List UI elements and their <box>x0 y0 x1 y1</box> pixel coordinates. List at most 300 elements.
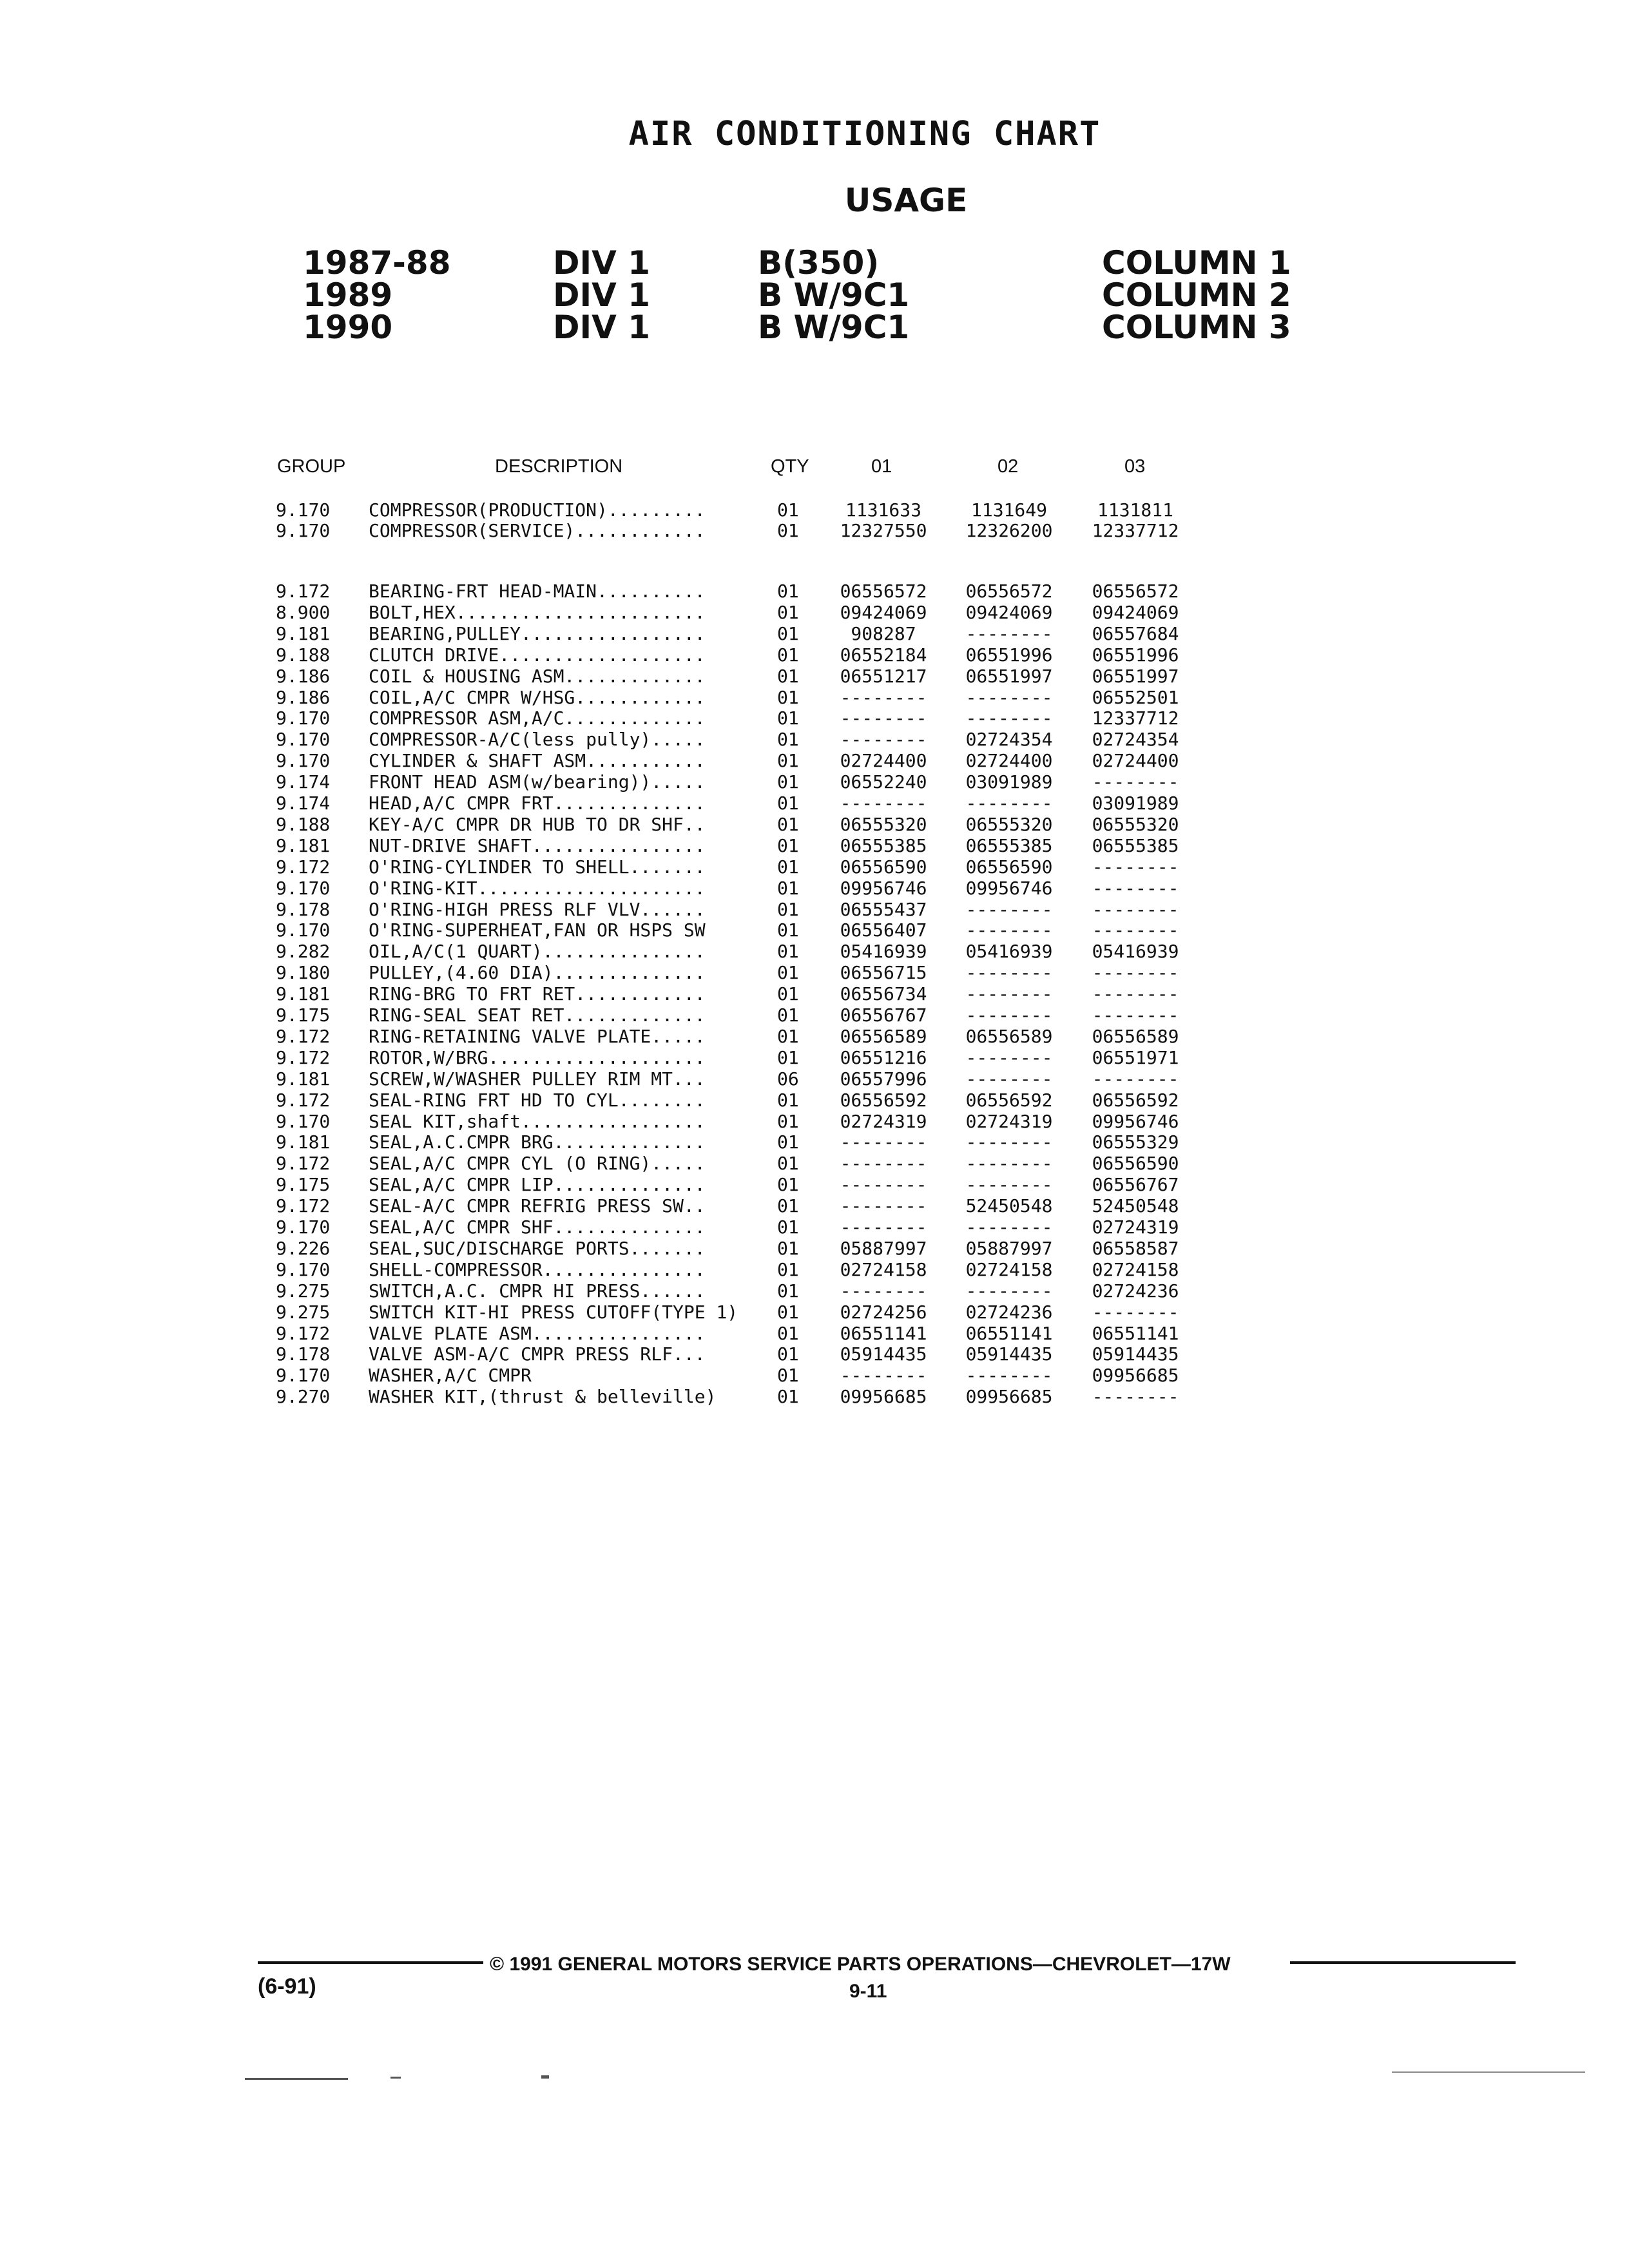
cell-group: 9.174 <box>276 793 331 814</box>
table-row <box>0 1281 1629 1302</box>
cell-column-3: 02724319 <box>1092 1216 1179 1238</box>
table-row <box>0 1005 1629 1026</box>
cell-column-1: 06557996 <box>840 1068 927 1090</box>
cell-column-3: 06555385 <box>1092 835 1179 856</box>
cell-qty: 01 <box>777 499 799 521</box>
cell-description: HEAD,A/C CMPR FRT.............. <box>369 793 706 814</box>
cell-description: FRONT HEAD ASM(w/bearing))..... <box>369 772 706 793</box>
cell-qty: 01 <box>777 1131 799 1153</box>
cell-group: 9.172 <box>276 1323 331 1344</box>
cell-column-3: 52450548 <box>1092 1195 1179 1216</box>
cell-column-2: 06556589 <box>965 1026 1053 1047</box>
cell-group: 9.175 <box>276 1004 331 1026</box>
cell-group: 9.172 <box>276 1090 331 1111</box>
cell-group: 9.186 <box>276 666 331 687</box>
cell-group: 9.181 <box>276 1131 331 1153</box>
cell-group: 9.172 <box>276 1026 331 1047</box>
cell-column-2: 52450548 <box>965 1195 1053 1216</box>
table-row <box>0 1344 1629 1365</box>
usage-model: B(350) <box>758 244 880 282</box>
cell-qty: 01 <box>777 771 799 793</box>
cell-description: CLUTCH DRIVE................... <box>369 645 706 666</box>
cell-column-1: 02724256 <box>840 1302 927 1323</box>
table-row <box>0 836 1629 856</box>
cell-qty: 01 <box>777 814 799 835</box>
cell-qty: 01 <box>777 983 799 1004</box>
table-row <box>0 1302 1629 1323</box>
table-row <box>0 1175 1629 1195</box>
cell-column-2: -------- <box>965 687 1053 708</box>
cell-group: 9.178 <box>276 899 331 920</box>
cell-column-1: 12327550 <box>840 520 927 541</box>
cell-column-1: 05887997 <box>840 1238 927 1259</box>
cell-column-3: 06551997 <box>1092 666 1179 687</box>
page-subtitle <box>0 182 1629 219</box>
cell-column-3: 06555320 <box>1092 814 1179 835</box>
cell-description: CYLINDER & SHAFT ASM........... <box>369 751 706 771</box>
cell-column-1: 06555320 <box>840 814 927 835</box>
cell-qty: 01 <box>777 1153 799 1174</box>
cell-group: 9.170 <box>276 707 331 729</box>
cell-group: 8.900 <box>276 602 331 623</box>
table-row <box>0 1260 1629 1280</box>
cell-column-3: 06551971 <box>1092 1047 1179 1068</box>
cell-column-3: 12337712 <box>1092 707 1179 729</box>
table-row <box>0 1153 1629 1174</box>
cell-description: SEAL-A/C CMPR REFRIG PRESS SW.. <box>369 1196 706 1216</box>
table-row <box>0 1026 1629 1047</box>
cell-column-2: 06556572 <box>965 581 1053 602</box>
cell-column-2: -------- <box>965 1068 1053 1090</box>
cell-column-3: -------- <box>1092 1302 1179 1323</box>
cell-description: SHELL-COMPRESSOR............... <box>369 1260 706 1280</box>
table-row <box>0 521 1629 541</box>
cell-column-1: 05914435 <box>840 1343 927 1365</box>
cell-group: 9.170 <box>276 750 331 771</box>
table-row <box>0 500 1629 521</box>
cell-group: 9.172 <box>276 581 331 602</box>
cell-column-2: 06551996 <box>965 644 1053 666</box>
cell-column-1: -------- <box>840 687 927 708</box>
cell-description: SEAL,SUC/DISCHARGE PORTS....... <box>369 1238 706 1259</box>
table-row <box>0 645 1629 666</box>
cell-column-2: 02724354 <box>965 729 1053 750</box>
table-row <box>0 1238 1629 1259</box>
cell-column-3: 06551141 <box>1092 1323 1179 1344</box>
cell-qty: 01 <box>777 793 799 814</box>
cell-column-2: -------- <box>965 1365 1053 1386</box>
cell-column-1: 02724319 <box>840 1111 927 1132</box>
scan-artifact <box>390 2077 401 2079</box>
cell-column-3: 02724354 <box>1092 729 1179 750</box>
table-row <box>0 687 1629 708</box>
cell-group: 9.170 <box>276 1216 331 1238</box>
cell-description: SCREW,W/WASHER PULLEY RIM MT... <box>369 1069 706 1090</box>
cell-column-3: 06556590 <box>1092 1153 1179 1174</box>
cell-qty: 01 <box>777 1343 799 1365</box>
usage-years: 1990 <box>303 309 393 346</box>
cell-group: 9.170 <box>276 919 331 941</box>
cell-group: 9.170 <box>276 1365 331 1386</box>
cell-description: RING-BRG TO FRT RET............ <box>369 984 706 1004</box>
cell-column-2: -------- <box>965 1153 1053 1174</box>
cell-column-1: 06552240 <box>840 771 927 793</box>
page-title <box>0 115 1629 153</box>
cell-column-1: -------- <box>840 1174 927 1195</box>
cell-column-2: 06556592 <box>965 1090 1053 1111</box>
table-row <box>0 1217 1629 1238</box>
cell-column-2: 02724158 <box>965 1259 1053 1280</box>
usage-row <box>303 309 1321 346</box>
table-row <box>0 772 1629 793</box>
cell-column-2: -------- <box>965 1174 1053 1195</box>
cell-description: SWITCH KIT-HI PRESS CUTOFF(TYPE 1) <box>369 1302 738 1323</box>
cell-group: 9.178 <box>276 1343 331 1365</box>
cell-column-3: 06552501 <box>1092 687 1179 708</box>
table-row <box>0 814 1629 835</box>
cell-group: 9.226 <box>276 1238 331 1259</box>
cell-description: SEAL,A/C CMPR LIP.............. <box>369 1175 706 1195</box>
header-group: GROUP <box>277 456 346 477</box>
cell-column-2: 06555385 <box>965 835 1053 856</box>
table-row <box>0 941 1629 962</box>
header-column-3: 03 <box>1124 456 1146 477</box>
cell-description: PULLEY,(4.60 DIA).............. <box>369 963 706 983</box>
table-row <box>0 581 1629 602</box>
cell-column-2: 05416939 <box>965 941 1053 962</box>
cell-description: ROTOR,W/BRG.................... <box>369 1048 706 1068</box>
cell-qty: 01 <box>777 919 799 941</box>
cell-description: COMPRESSOR ASM,A/C............. <box>369 708 706 729</box>
cell-group: 9.170 <box>276 499 331 521</box>
scan-artifact <box>1392 2071 1585 2073</box>
cell-column-3: 09424069 <box>1092 602 1179 623</box>
cell-qty: 01 <box>777 1238 799 1259</box>
cell-group: 9.181 <box>276 1068 331 1090</box>
table-row <box>0 1132 1629 1153</box>
cell-column-3: 06557684 <box>1092 623 1179 644</box>
usage-row <box>303 244 1321 282</box>
usage-table <box>303 244 1321 346</box>
scan-artifact <box>541 2075 549 2079</box>
cell-column-3: -------- <box>1092 1068 1179 1090</box>
cell-column-1: 09956746 <box>840 878 927 899</box>
cell-qty: 01 <box>777 1323 799 1344</box>
cell-qty: 01 <box>777 729 799 750</box>
header-description: DESCRIPTION <box>495 456 623 477</box>
cell-description: O'RING-CYLINDER TO SHELL....... <box>369 857 706 878</box>
cell-column-1: 908287 <box>851 623 916 644</box>
table-row <box>0 624 1629 644</box>
cell-column-1: 02724158 <box>840 1259 927 1280</box>
cell-qty: 01 <box>777 644 799 666</box>
table-row <box>0 1048 1629 1068</box>
cell-qty: 01 <box>777 1365 799 1386</box>
cell-column-3: 09956685 <box>1092 1365 1179 1386</box>
cell-column-2: 09956746 <box>965 878 1053 899</box>
cell-column-3: 06551996 <box>1092 644 1179 666</box>
cell-description: COMPRESSOR(PRODUCTION)......... <box>369 500 706 521</box>
cell-description: SEAL,A/C CMPR CYL (O RING)..... <box>369 1153 706 1174</box>
cell-description: RING-SEAL SEAT RET............. <box>369 1005 706 1026</box>
cell-qty: 01 <box>777 687 799 708</box>
cell-column-1: -------- <box>840 1365 927 1386</box>
cell-qty: 01 <box>777 750 799 771</box>
cell-description: SEAL,A.C.CMPR BRG.............. <box>369 1132 706 1153</box>
cell-column-2: 06556590 <box>965 856 1053 878</box>
table-row <box>0 857 1629 878</box>
cell-description: OIL,A/C(1 QUART)............... <box>369 941 706 962</box>
cell-group: 9.181 <box>276 835 331 856</box>
table-row <box>0 602 1629 623</box>
cell-group: 9.275 <box>276 1280 331 1302</box>
cell-column-1: -------- <box>840 793 927 814</box>
cell-group: 9.275 <box>276 1302 331 1323</box>
page-subtitle-text: USAGE <box>844 182 968 219</box>
cell-column-2: -------- <box>965 1131 1053 1153</box>
cell-column-1: 06551217 <box>840 666 927 687</box>
cell-column-3: 06556589 <box>1092 1026 1179 1047</box>
usage-years: 1989 <box>303 276 393 314</box>
table-row <box>0 1111 1629 1132</box>
cell-qty: 01 <box>777 1047 799 1068</box>
cell-qty: 01 <box>777 1280 799 1302</box>
scan-artifact <box>245 2078 348 2080</box>
cell-column-2: -------- <box>965 623 1053 644</box>
page-title-text: AIR CONDITIONING CHART <box>628 115 1101 153</box>
cell-qty: 01 <box>777 1111 799 1132</box>
header-column-2: 02 <box>998 456 1019 477</box>
cell-column-1: -------- <box>840 1153 927 1174</box>
cell-column-3: 05416939 <box>1092 941 1179 962</box>
cell-qty: 01 <box>777 1386 799 1407</box>
cell-description: RING-RETAINING VALVE PLATE..... <box>369 1026 706 1047</box>
cell-column-3: 06556767 <box>1092 1174 1179 1195</box>
cell-column-3: -------- <box>1092 983 1179 1004</box>
cell-column-2: -------- <box>965 707 1053 729</box>
cell-qty: 01 <box>777 666 799 687</box>
cell-group: 9.186 <box>276 687 331 708</box>
table-row <box>0 984 1629 1004</box>
cell-column-2: 05887997 <box>965 1238 1053 1259</box>
cell-description: BOLT,HEX....................... <box>369 602 706 623</box>
table-row <box>0 920 1629 941</box>
cell-column-2: 02724400 <box>965 750 1053 771</box>
cell-column-3: 1131811 <box>1097 499 1173 521</box>
cell-column-2: 06551141 <box>965 1323 1053 1344</box>
cell-column-1: 06555437 <box>840 899 927 920</box>
usage-row <box>303 276 1321 314</box>
usage-column: COLUMN 3 <box>1102 309 1291 346</box>
footer-rule-left <box>258 1961 483 1964</box>
cell-column-2: -------- <box>965 983 1053 1004</box>
cell-qty: 01 <box>777 1259 799 1280</box>
cell-column-1: -------- <box>840 729 927 750</box>
table-row <box>0 878 1629 899</box>
cell-column-2: 09424069 <box>965 602 1053 623</box>
cell-column-2: 02724236 <box>965 1302 1053 1323</box>
cell-group: 9.170 <box>276 729 331 750</box>
cell-column-3: -------- <box>1092 962 1179 983</box>
cell-group: 9.175 <box>276 1174 331 1195</box>
cell-column-3: 06556592 <box>1092 1090 1179 1111</box>
usage-column: COLUMN 2 <box>1102 276 1291 314</box>
cell-column-3: 06556572 <box>1092 581 1179 602</box>
cell-qty: 01 <box>777 1216 799 1238</box>
cell-qty: 01 <box>777 1090 799 1111</box>
table-row <box>0 963 1629 983</box>
footer-page-number: 9-11 <box>849 1981 887 2002</box>
cell-column-1: 06556572 <box>840 581 927 602</box>
cell-group: 9.188 <box>276 814 331 835</box>
cell-qty: 01 <box>777 1026 799 1047</box>
cell-group: 9.180 <box>276 962 331 983</box>
cell-group: 9.172 <box>276 856 331 878</box>
cell-column-3: -------- <box>1092 899 1179 920</box>
cell-column-3: -------- <box>1092 1386 1179 1407</box>
cell-group: 9.170 <box>276 520 331 541</box>
cell-column-1: 02724400 <box>840 750 927 771</box>
footer-copyright: © 1991 GENERAL MOTORS SERVICE PARTS OPERATIONS—CHEVROLET—17W <box>490 1954 1231 1975</box>
cell-group: 9.170 <box>276 1111 331 1132</box>
cell-column-2: -------- <box>965 1047 1053 1068</box>
cell-column-1: 06556590 <box>840 856 927 878</box>
cell-column-1: 05416939 <box>840 941 927 962</box>
cell-column-3: 09956746 <box>1092 1111 1179 1132</box>
cell-group: 9.188 <box>276 644 331 666</box>
cell-group: 9.172 <box>276 1195 331 1216</box>
cell-column-1: 06556589 <box>840 1026 927 1047</box>
cell-column-3: 05914435 <box>1092 1343 1179 1365</box>
usage-years: 1987-88 <box>303 244 451 282</box>
cell-description: COIL & HOUSING ASM............. <box>369 666 706 687</box>
cell-column-3: 03091989 <box>1092 793 1179 814</box>
cell-qty: 01 <box>777 602 799 623</box>
cell-column-2: -------- <box>965 899 1053 920</box>
table-row <box>0 666 1629 687</box>
cell-group: 9.270 <box>276 1386 331 1407</box>
table-row <box>0 899 1629 920</box>
cell-column-2: -------- <box>965 1280 1053 1302</box>
table-row <box>0 1090 1629 1111</box>
cell-description: O'RING-KIT..................... <box>369 878 706 899</box>
cell-column-2: 06551997 <box>965 666 1053 687</box>
cell-column-3: 06558587 <box>1092 1238 1179 1259</box>
cell-description: VALVE ASM-A/C CMPR PRESS RLF... <box>369 1344 706 1365</box>
cell-column-3: -------- <box>1092 919 1179 941</box>
cell-column-1: 06551141 <box>840 1323 927 1344</box>
cell-description: COMPRESSOR-A/C(less pully)..... <box>369 729 706 750</box>
cell-qty: 01 <box>777 856 799 878</box>
cell-column-2: -------- <box>965 793 1053 814</box>
cell-column-1: 06556592 <box>840 1090 927 1111</box>
cell-column-2: 06555320 <box>965 814 1053 835</box>
cell-column-2: 03091989 <box>965 771 1053 793</box>
cell-description: WASHER,A/C CMPR <box>369 1365 532 1386</box>
cell-column-3: 02724158 <box>1092 1259 1179 1280</box>
cell-description: NUT-DRIVE SHAFT................ <box>369 836 706 856</box>
cell-group: 9.170 <box>276 1259 331 1280</box>
cell-qty: 01 <box>777 1174 799 1195</box>
cell-column-1: -------- <box>840 1195 927 1216</box>
cell-column-3: 02724236 <box>1092 1280 1179 1302</box>
cell-column-3: 06555329 <box>1092 1131 1179 1153</box>
cell-qty: 01 <box>777 962 799 983</box>
usage-div: DIV 1 <box>553 309 651 346</box>
cell-column-1: -------- <box>840 1131 927 1153</box>
cell-column-1: 09956685 <box>840 1386 927 1407</box>
cell-group: 9.181 <box>276 623 331 644</box>
cell-description: O'RING-HIGH PRESS RLF VLV...... <box>369 899 706 920</box>
cell-column-3: -------- <box>1092 878 1179 899</box>
table-row <box>0 1365 1629 1386</box>
cell-column-2: 1131649 <box>970 499 1047 521</box>
cell-column-1: 09424069 <box>840 602 927 623</box>
cell-description: O'RING-SUPERHEAT,FAN OR HSPS SW <box>369 920 706 941</box>
cell-column-1: 06556715 <box>840 962 927 983</box>
table-row <box>0 751 1629 771</box>
cell-column-3: -------- <box>1092 771 1179 793</box>
cell-qty: 01 <box>777 835 799 856</box>
cell-column-3: -------- <box>1092 856 1179 878</box>
cell-column-1: -------- <box>840 1216 927 1238</box>
table-row <box>0 1069 1629 1090</box>
cell-column-3: 12337712 <box>1092 520 1179 541</box>
usage-model: B W/9C1 <box>758 309 910 346</box>
cell-group: 9.282 <box>276 941 331 962</box>
cell-column-1: 06551216 <box>840 1047 927 1068</box>
cell-qty: 06 <box>777 1068 799 1090</box>
cell-column-1: -------- <box>840 707 927 729</box>
parts-table-header <box>0 456 1629 479</box>
cell-description: KEY-A/C CMPR DR HUB TO DR SHF.. <box>369 814 706 835</box>
cell-column-2: 12326200 <box>965 520 1053 541</box>
cell-column-2: 05914435 <box>965 1343 1053 1365</box>
footer-rule-right <box>1290 1961 1516 1964</box>
cell-column-1: 06556407 <box>840 919 927 941</box>
usage-column: COLUMN 1 <box>1102 244 1291 282</box>
cell-column-3: 02724400 <box>1092 750 1179 771</box>
cell-description: SEAL,A/C CMPR SHF.............. <box>369 1217 706 1238</box>
table-row <box>0 708 1629 729</box>
cell-qty: 01 <box>777 707 799 729</box>
cell-description: BEARING-FRT HEAD-MAIN.......... <box>369 581 706 602</box>
cell-group: 9.170 <box>276 878 331 899</box>
table-row <box>0 1196 1629 1216</box>
cell-column-2: -------- <box>965 919 1053 941</box>
cell-qty: 01 <box>777 878 799 899</box>
cell-column-1: 06556734 <box>840 983 927 1004</box>
cell-column-2: -------- <box>965 962 1053 983</box>
cell-group: 9.174 <box>276 771 331 793</box>
cell-group: 9.172 <box>276 1153 331 1174</box>
cell-description: WASHER KIT,(thrust & belleville) <box>369 1387 717 1407</box>
cell-qty: 01 <box>777 581 799 602</box>
cell-column-1: 06555385 <box>840 835 927 856</box>
cell-description: SEAL-RING FRT HD TO CYL........ <box>369 1090 706 1111</box>
table-row <box>0 729 1629 750</box>
cell-column-1: 06552184 <box>840 644 927 666</box>
cell-column-2: 09956685 <box>965 1386 1053 1407</box>
cell-qty: 01 <box>777 941 799 962</box>
usage-div: DIV 1 <box>553 244 651 282</box>
cell-qty: 01 <box>777 520 799 541</box>
cell-column-2: -------- <box>965 1216 1053 1238</box>
cell-column-1: 06556767 <box>840 1004 927 1026</box>
cell-description: COMPRESSOR(SERVICE)............ <box>369 521 706 541</box>
cell-description: SWITCH,A.C. CMPR HI PRESS...... <box>369 1281 706 1302</box>
cell-description: COIL,A/C CMPR W/HSG............ <box>369 687 706 708</box>
